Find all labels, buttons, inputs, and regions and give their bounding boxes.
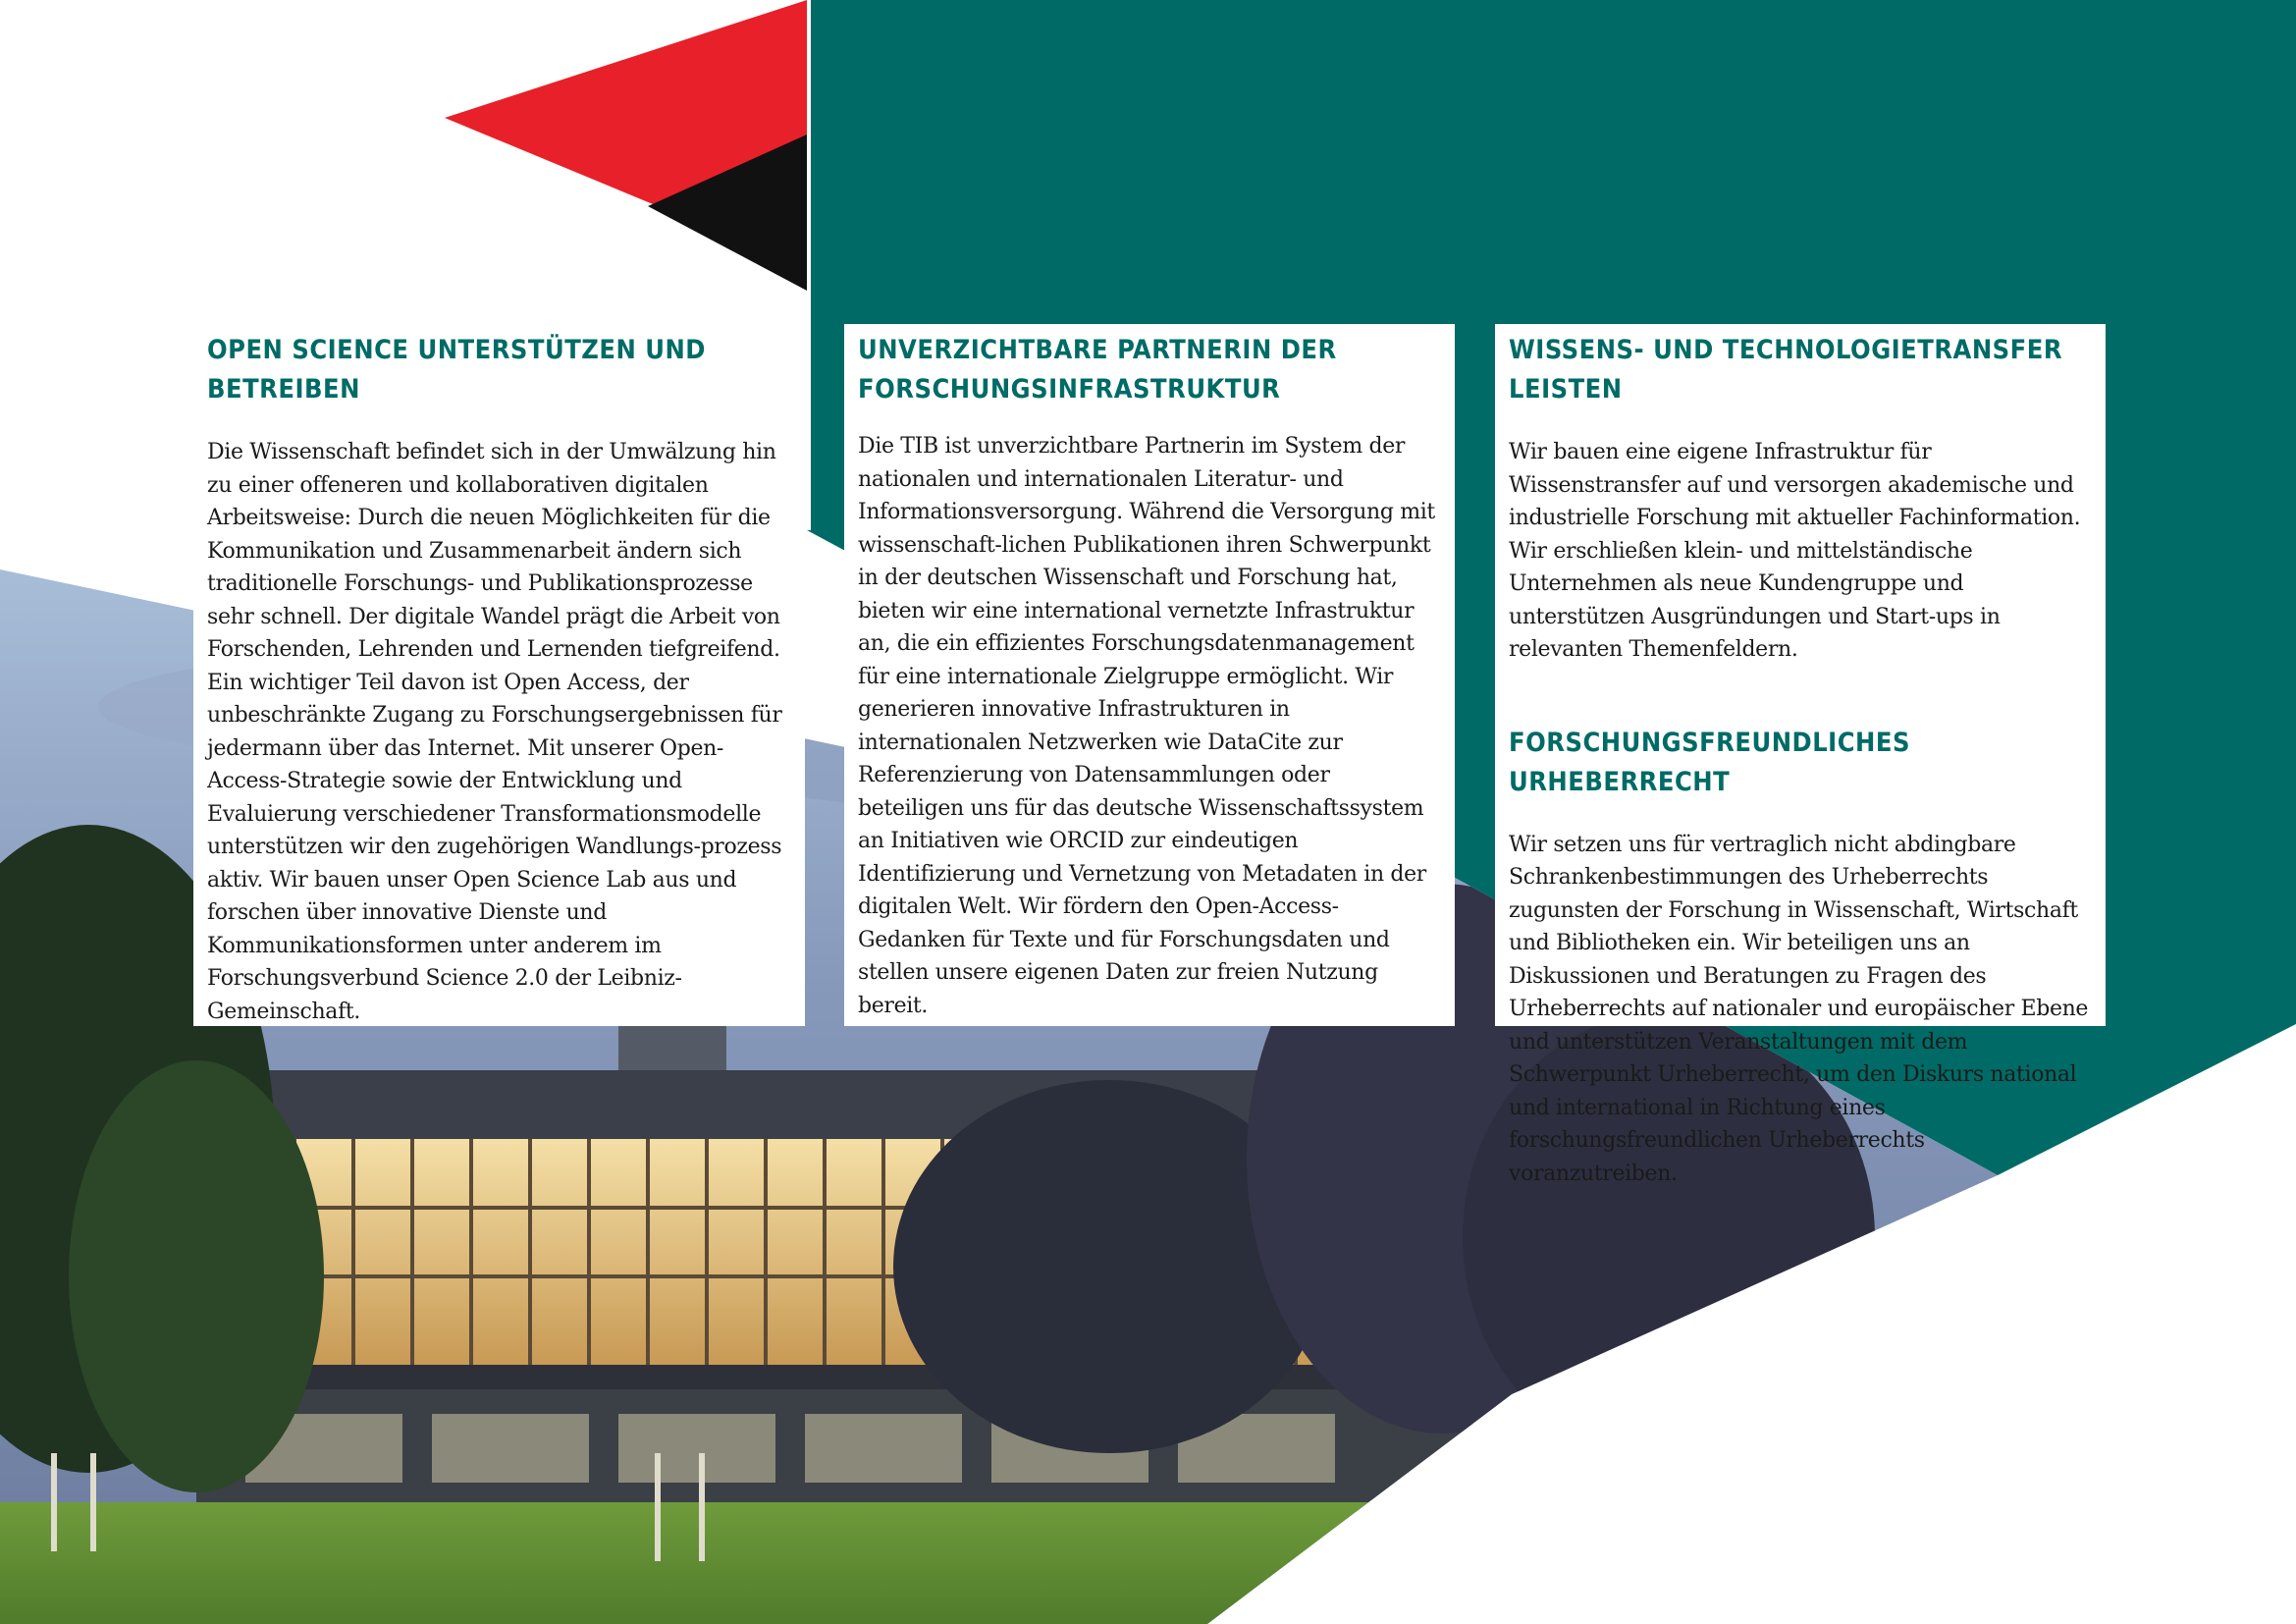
footer-page-number: SEITE 5/12 (1898, 1521, 2052, 1554)
heading-open-science: OPEN SCIENCE UNTERSTÜTZEN UND BETREIBEN (207, 335, 706, 405)
heading-wissenstransfer: WISSENS- UND TECHNOLOGIETRANSFER LEISTEN (1509, 335, 2063, 405)
body-wissenstransfer: Wir bauen eine eigene Infrastruktur für Wissenstransfer auf und versorgen akademische und industrielle Forschung mit aktueller Fachinformation. Wir erschließen klein- und mittelständische Unternehmen als neue Kundengruppe und unterstützen Ausgründungen und Start-ups in relevanten Themenfeldern. (1509, 440, 2081, 662)
body-forschungsinfrastruktur: Die TIB ist unverzichtbare Partnerin im System der nationalen und internationalen Literatur- und Informationsversorgung. Während die Versorgung mit wissenschaft-lichen Publikationen ihren Schwerpunkt in der deutschen Wissenschaft und Forschung hat, bieten wir eine international vernetzte Infrastruktur an, die ein effizientes Forschungsdatenmanagement für eine internationale Zielgruppe ermöglicht. Wir generieren innovative Infrastrukturen in internationalen Netzwerken wie DataCite zur Referenzierung von Datensammlungen oder beteiligen uns für das deutsche Wissenschaftssystem an Initiativen wie ORCID zur eindeutigen Identifizierung und Vernetzung von Metadaten in der digitalen Welt. Wir fördern den Open-Access-Gedanken für Texte und für Forschungsdaten und stellen unsere eigenen Daten zur freien Nutzung bereit. (858, 434, 1435, 1018)
card-forschungsinfrastruktur (844, 324, 1455, 1026)
body-urheberrecht: Wir setzen uns für vertraglich nicht abdingbare Schrankenbestimmungen des Urheberrechts zugunsten der Forschung in Wissenschaft, Wirtschaft und Bibliotheken ein. Wir beteiligen uns an Diskussionen und Beratungen zu Fragen des Urheberrechts auf nationaler und europäischer Ebene und unterstützen Veranstaltungen mit dem Schwerpunkt Urheberrecht, um den Diskurs national und international in Richtung eines forschungsfreundlichen Urheberrechts voranzutreiben. (1509, 832, 2089, 1186)
heading-urheberrecht: FORSCHUNGSFREUNDLICHES URHEBERRECHT (1509, 727, 1910, 797)
heading-forschungsinfrastruktur: UNVERZICHTBARE PARTNERIN DER FORSCHUNGSINFRASTRUKTUR (858, 335, 1337, 405)
white-divider (807, 0, 811, 530)
page-footer (1492, 1473, 2052, 1559)
card-open-science (193, 324, 805, 1026)
footer-strategy-line (1492, 1516, 2052, 1559)
footer-leitlinie: LEITLINIE 1 (1492, 1478, 1651, 1511)
card-wissenstransfer (1495, 324, 2106, 1186)
footer-strategy: TIB STRATEGIE 2018-2022 (1492, 1521, 1862, 1554)
body-open-science: Die Wissenschaft befindet sich in der Umwälzung hin zu einer offeneren und kollaborativen digitalen Arbeitsweise: Durch die neuen Möglichkeiten für die Kommunikation und Zusammenarbeit ändern sich traditionelle Forschungs- und Publikationsprozesse sehr schnell. Der digitale Wandel prägt die Arbeit von Forschenden, Lehrenden und Lernenden tiefgreifend. Ein wichtiger Teil davon ist Open Access, der unbeschränkte Zugang zu Forschungsergebnissen für jedermann über das Internet. Mit unserer Open-Access-Strategie sowie der Entwicklung und Evaluierung verschiedener Transformationsmodelle unterstützen wir den zugehörigen Wandlungs-prozess aktiv. Wir bauen unser Open Science Lab aus und forschen über innovative Dienste und Kommunikationsformen unter anderem im Forschungsverbund Science 2.0 der Leibniz-Gemeinschaft. (207, 440, 782, 1024)
